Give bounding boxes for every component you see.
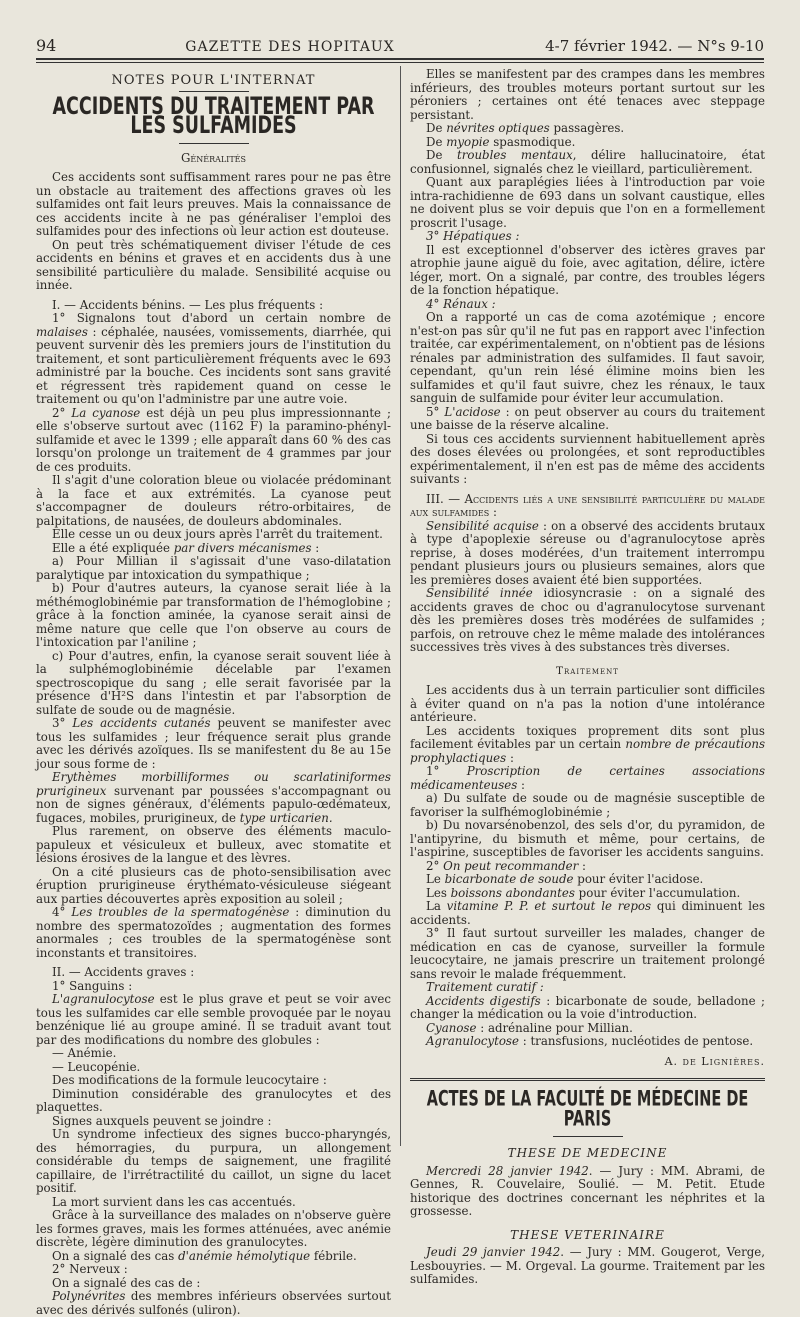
- column-divider: [400, 66, 401, 1146]
- thesis-entry: [410, 1165, 765, 1219]
- subheading: 4° Rénaux :: [426, 296, 496, 311]
- header-rule: [36, 58, 764, 60]
- paragraph: [36, 906, 391, 960]
- subheading: 3° Hépatiques :: [426, 229, 520, 243]
- italic-text: myopie: [446, 134, 490, 149]
- paragraph: [36, 771, 391, 825]
- italic-text: type urticarien.: [239, 810, 333, 825]
- paragraph: [410, 995, 765, 1022]
- text-span: 2°: [52, 405, 72, 420]
- paragraph: [410, 136, 765, 150]
- text-span: Elle a été expliquée: [52, 540, 174, 555]
- italic-text: bicarbonate de soude: [444, 872, 574, 886]
- italic-text: Sensibilité innée: [426, 586, 533, 600]
- text-span: Les: [426, 885, 451, 900]
- paragraph: [410, 520, 765, 588]
- paragraph: [410, 873, 765, 887]
- paragraph: [410, 765, 765, 792]
- paragraph: [410, 725, 765, 766]
- paragraph: [410, 122, 765, 136]
- subheading-generalites: Généralités: [180, 150, 247, 165]
- italic-text: troubles mentaux: [456, 148, 573, 162]
- paragraph: [36, 993, 391, 1047]
- issue-date: 4-7 février 1942. — N°s 9-10: [545, 37, 764, 55]
- italic-text: par divers mécanismes: [173, 540, 312, 555]
- text-span: 3°: [52, 716, 73, 730]
- text-span: 1°: [426, 764, 467, 778]
- text-span: est le plus grave et peut se voir avec tous les sulfamides car elle semble provoquée par le noyau benzénique lié au groupe aminé. Il se traduit avant tout par des modifications du nombre des globules :: [36, 992, 391, 1047]
- heading-accidents-benins: I. — Accidents bénins. — Les plus fréquents :: [52, 297, 324, 312]
- paragraph: La mort survient dans les cas accentués.: [52, 1194, 296, 1209]
- text-span: : transfusions, nucléotides de pentose.: [518, 1034, 754, 1048]
- italic-text: Les accidents cutanés: [72, 716, 211, 730]
- left-column: [36, 68, 391, 1317]
- heading-accidents-graves: II. — Accidents graves :: [52, 965, 195, 979]
- paragraph: Traitement curatif :: [426, 980, 544, 994]
- text-span: est déjà un peu plus impressionnante ; elle s'observe surtout avec (1162 F) la paramino-phényl-sulfamide et avec le 1399 ; elle apparaît dans 60 % des cas lorsqu'on prolonge un traitement de 4 grammes par jour de ces produits.: [36, 405, 391, 474]
- text-span: :: [578, 858, 587, 873]
- heading-sensibilite: III. — Accidents liés a une sensibilité particulière du malade aux sulfamides :: [410, 491, 765, 519]
- text-span: De: [426, 148, 457, 162]
- text-span: : adrénaline pour Millian.: [476, 1020, 633, 1035]
- section-rule: [179, 91, 249, 92]
- paragraph: Ces accidents sont suffisamment rares pour ne pas être un obstacle au traitement des affections graves où les sulfamides ont fait leurs preuves. Mais la connaissance de ces accidents incite à ne pas généraliser l'emploi des sulfamides pour des infections où leur action est douteuse.: [36, 170, 391, 238]
- italic-text: malaises: [36, 324, 88, 339]
- paragraph: [36, 312, 391, 407]
- text-span: 5°: [426, 404, 445, 419]
- text-span: 2°: [426, 858, 444, 873]
- thesis-entry: [410, 1246, 765, 1287]
- paragraph: Plus rarement, on observe des éléments maculo-papuleux et vésiculeux et bulleux, avec stomatite et lésions érosives de la langue et des lèvres.: [36, 824, 391, 865]
- text-span: . — Jury : MM. Abrami, de Gennes, R. Couvelaire, Soulié. — M. Petit. Etude historique des doctrines concernant les néphrites et la grossesse.: [410, 1163, 766, 1218]
- section-label: NOTES POUR L'INTERNAT: [111, 73, 316, 88]
- italic-text: Accidents digestifs: [426, 993, 541, 1008]
- paragraph: Si tous ces accidents surviennent habituellement après des doses élevées ou prolongées, et sont reproductibles expérimentalement, il n'en est pas de même des accidents suivants :: [410, 431, 765, 486]
- paragraph: Grâce à la surveillance des malades on n'observe guère les formes graves, mais les formes atténuées, avec anémie discrète, légère diminution des granulocytes.: [36, 1208, 391, 1249]
- italic-text: vitamine P. P. et surtout le repos: [446, 899, 652, 913]
- italic-text: Agranulocytose: [426, 1034, 519, 1048]
- paragraph: Des modifications de la formule leucocytaire :: [52, 1073, 327, 1087]
- italic-text: Polynévrites: [52, 1289, 126, 1303]
- text-span: qui diminuent les accidents.: [410, 899, 765, 927]
- text-span: : céphalée, nausées, vomissements, diarrhée, qui peuvent survenir dès les premiers jours de l'institution du traitement, et sont particulièrement fréquents avec le 693 administré par la bouche. Ces incidents sont sans gravité et régressent très rapidement quand on cesse le traitement ou qu'on l'administre par une autre voie.: [36, 324, 391, 406]
- paragraph: [410, 900, 765, 927]
- text-span: pour éviter l'accumulation.: [574, 885, 741, 900]
- italic-text: Les troubles de la spermatogénèse: [71, 905, 290, 919]
- text-span: passagères.: [549, 121, 625, 135]
- running-header: [36, 36, 764, 58]
- subheading: 2° Nerveux :: [52, 1262, 128, 1276]
- list-item: — Anémie.: [52, 1046, 117, 1060]
- right-column: [410, 67, 766, 1286]
- text-span: fébrile.: [310, 1248, 357, 1263]
- acts-title: ACTES DE LA FACULTÉ DE MÉDECINE DE PARIS: [426, 1088, 749, 1131]
- these-medecine-heading: THESE DE MEDECINE: [507, 1146, 668, 1160]
- text-span: :: [506, 750, 514, 765]
- text-span: : diminution du nombre des spermatozoïdes ; augmentation des formes anormales ; ces troubles de la spermatogénèse sont inconstants et transitoires.: [36, 905, 391, 960]
- italic-text: nombre de précautions prophylactiques: [410, 737, 765, 765]
- paragraph: [36, 717, 391, 771]
- italic-text: Mercredi 28 janvier 1942: [426, 1163, 589, 1178]
- text-span: : on a observé des accidents brutaux à type d'apoplexie séreuse ou d'agranulocytose après reprise, à doses modérées, d'un traitement interrompu pendant plusieurs jours ou plusieurs semaines, alors que les premières doses avaient été bien supportées.: [410, 518, 765, 587]
- paragraph: 3° Il faut surtout surveiller les malades, changer de médication en cas de cyanose, surveiller la formule leucocytaire, ne jamais prescrire un traitement prolongé sans revoir le malade fréquemment.: [410, 926, 765, 981]
- italic-text: d'anémie hémolytique: [178, 1248, 311, 1263]
- journal-title: GAZETTE DES HOPITAUX: [185, 39, 395, 55]
- paragraph: On a signalé des cas de :: [52, 1275, 201, 1290]
- text-span: La: [426, 899, 447, 913]
- italic-text: La cyanose: [71, 405, 141, 420]
- paragraph: Il s'agit d'une coloration bleue ou violacée prédominant à la face et aux extrémités. La cyanose peut s'accompagner de douleurs rétro-orbitaires, de palpitations, de nausées, de douleurs abdominales.: [36, 473, 391, 528]
- text-span: 4°: [52, 905, 72, 919]
- author-signature: A. de Lignières.: [664, 1054, 765, 1068]
- paragraph: [36, 1290, 391, 1317]
- text-span: des membres inférieurs observées surtout avec des dérivés sulfonés (uliron).: [36, 1289, 391, 1317]
- title-rule: [179, 143, 249, 144]
- text-span: :: [517, 777, 526, 792]
- paragraph: Un syndrome infectieux des signes bucco-pharyngés, des hémorragies, du purpura, un allongement considérable du temps de saignement, une fragilité capillaire, de l'irrétractilité du caillot, un signe du lacet positif.: [36, 1127, 391, 1195]
- paragraph: On a rapporté un cas de coma azotémique ; encore n'est-on pas sûr qu'il ne fut pas en rapport avec l'infection traitée, car expérimentalement, on n'obtient pas de lésions rénales par administration des sulfamides. Il faut savoir, cependant, qu'un rein lésé élimine moins bien les sulfamides et qu'il faut suivre, chez les rénaux, le taux sanguin de sulfamide pour éviter leur accumulation.: [410, 310, 765, 405]
- paragraph: On peut très schématiquement diviser l'étude de ces accidents en bénins et graves et en accidents dus à une sensibilité particulière du malade. Sensibilité acquise ou innée.: [36, 237, 391, 292]
- text-span: , délire hallucinatoire, état confusionnel, signalés chez le vieillard, particulièrement.: [410, 148, 765, 176]
- text-span: :: [311, 540, 320, 555]
- paragraph: [410, 149, 765, 176]
- paragraph: [36, 542, 391, 556]
- section-double-rule: [410, 1078, 765, 1081]
- text-span: : bicarbonate de soude, belladone ; changer la médication ou la voie d'introduction.: [410, 993, 765, 1021]
- paragraph: Il est exceptionnel d'observer des ictères graves par atrophie jaune aiguë du foie, avec agitation, délire, ictère léger, mort. On a signalé, par contre, des troubles légers de la fonction hépatique.: [410, 242, 765, 297]
- text-span: pour éviter l'acidose.: [573, 872, 704, 886]
- paragraph: Elle cesse un ou deux jours après l'arrêt du traitement.: [52, 527, 383, 541]
- italic-text: Proscription de certaines associations médicamenteuses: [410, 764, 766, 792]
- text-span: . — Jury : MM. Gougerot, Verge, Lesbouyries. — M. Orgeval. La gourme. Traitement par les sulfamides.: [410, 1245, 765, 1286]
- italic-text: L'agranulocytose: [52, 992, 155, 1006]
- page-number: 94: [36, 36, 57, 55]
- italic-text: On peut recommander: [443, 858, 579, 873]
- text-span: peuvent se manifester avec tous les sulfamides ; leur fréquence serait plus grande avec les dérivés azoïques. Ils se manifestent du 8e au 15e jour sous forme de :: [36, 716, 391, 771]
- article-title: ACCIDENTS DU TRAITEMENT PAR LES SULFAMIDES: [52, 93, 375, 139]
- italic-text: Erythèmes morbilliformes ou scarlatiniformes prurigineux: [36, 770, 391, 798]
- paragraph: [410, 887, 765, 901]
- paragraph: Signes auxquels peuvent se joindre :: [52, 1113, 272, 1128]
- acts-rule: [553, 1136, 623, 1137]
- paragraph: [410, 1022, 765, 1036]
- paragraph: a) Du sulfate de soude ou de magnésie susceptible de favoriser la sulfhémoglobinémie ;: [410, 791, 765, 819]
- header-rule-thin: [36, 62, 764, 63]
- text-span: Le: [426, 872, 445, 886]
- paragraph: [36, 1250, 391, 1264]
- text-span: On a signalé des cas: [52, 1248, 179, 1263]
- text-span: spasmodique.: [489, 134, 576, 149]
- italic-text: L'acidose: [444, 404, 501, 419]
- paragraph: Les accidents dus à un terrain particulier sont difficiles à éviter quand on n'a pas la notion d'une intolérance antérieure.: [410, 683, 765, 724]
- paragraph: a) Pour Millian il s'agissait d'une vaso-dilatation paralytique par intoxication du sympathique ;: [36, 554, 391, 582]
- paragraph: Elles se manifestent par des crampes dans les membres inférieurs, des troubles moteurs portant surtout sur les péroniers ; certaines ont été tenaces avec steppage persistant.: [410, 67, 765, 122]
- subheading-traitement: Traitement: [556, 664, 619, 677]
- italic-text: boissons abondantes: [450, 885, 575, 900]
- list-item: — Leucopénie.: [52, 1059, 141, 1074]
- subheading: 1° Sanguins :: [52, 978, 133, 993]
- text-span: : on peut observer au cours du traitement une baisse de la réserve alcaline.: [410, 404, 766, 432]
- paragraph: b) Pour d'autres auteurs, la cyanose serait liée à la méthémoglobinémie par transformation de l'hémoglobine ; grâce à la fonction aminée, la cyanose serait ainsi de même nature que celle que l'on observe au cours de l'intoxication par l'aniline ;: [36, 581, 391, 649]
- italic-text: Cyanose: [426, 1020, 477, 1035]
- italic-text: Sensibilité acquise: [426, 518, 539, 533]
- paragraph: c) Pour d'autres, enfin, la cyanose serait souvent liée à la sulphémoglobinémie décelable par l'examen spectroscopique du sang ; elle serait favorisée par la présence d'H²S dans l'intestin et par l'absorption de sulfate de soude ou de magnésie.: [36, 648, 391, 717]
- paragraph: [36, 407, 391, 475]
- text-span: 1° Signalons tout d'abord un certain nombre de: [52, 311, 391, 325]
- text-span: survenant par poussées s'accompagnant ou non de signes généraux, d'éléments papulo-œdémateux, fugaces, mobiles, prurigineux, de: [36, 783, 391, 825]
- italic-text: névrites optiques: [446, 121, 550, 135]
- paragraph: [410, 406, 765, 433]
- paragraph: b) Du novarsénobenzol, des sels d'or, du pyramidon, de l'antipyrine, du bismuth et même, pour certains, de l'aspirine, susceptibles de favoriser les accidents sanguins.: [410, 818, 765, 859]
- text-span: De: [426, 134, 447, 149]
- text-span: De: [426, 121, 447, 135]
- italic-text: Jeudi 29 janvier 1942: [426, 1245, 561, 1259]
- text-span: Les accidents toxiques proprement dits sont plus facilement évitables par un certain: [410, 723, 765, 751]
- paragraph: Diminution considérable des granulocytes et des plaquettes.: [36, 1086, 391, 1114]
- paragraph: [410, 587, 765, 655]
- text-span: idiosyncrasie : on a signalé des accidents graves de choc ou d'agranulocytose survenant dès les premières doses très modérées de sulfamides ; parfois, on retrouve chez le même malade des intolérances successives très vives à des substances très diverses.: [410, 586, 765, 654]
- paragraph: On a cité plusieurs cas de photo-sensibilisation avec éruption prurigineuse érythémato-vésiculeuse siégeant aux parties découvertes après exposition au soleil ;: [36, 864, 391, 906]
- paragraph: [410, 1035, 765, 1049]
- paragraph: Quant aux paraplégies liées à l'introduction par voie intra-rachidienne de 693 dans un solvant caustique, elles ne doivent plus se voir depuis que l'on en a formellement proscrit l'usage.: [410, 175, 765, 230]
- paragraph: [410, 860, 765, 874]
- these-veterinaire-heading: THESE VETERINAIRE: [510, 1227, 665, 1242]
